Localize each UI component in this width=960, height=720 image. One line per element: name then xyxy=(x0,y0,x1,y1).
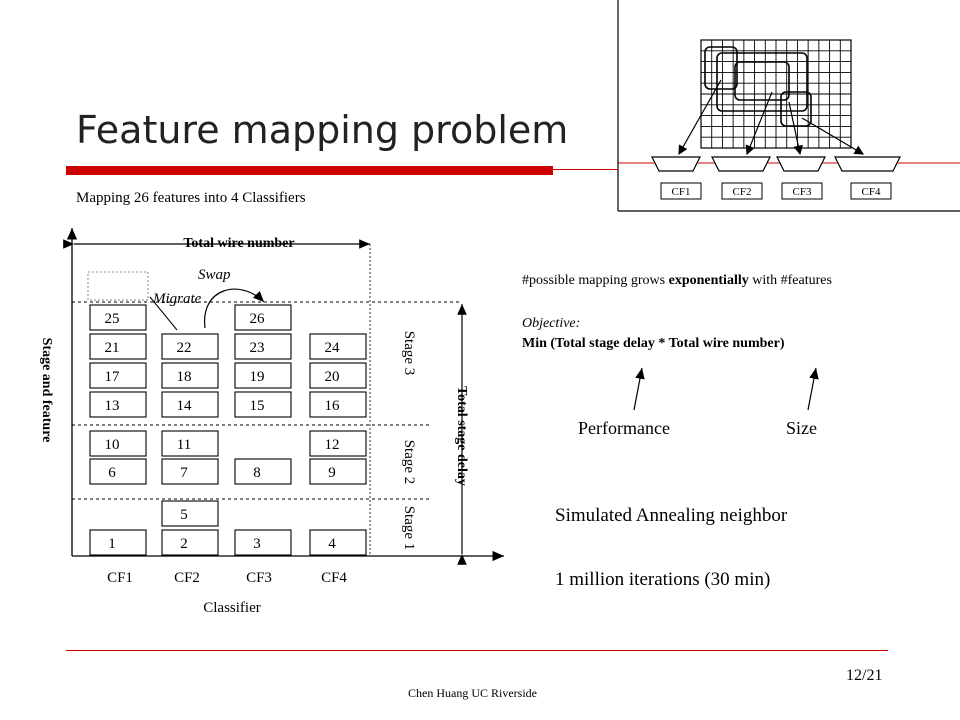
feature-box xyxy=(90,459,146,484)
feature-label: 3 xyxy=(253,536,261,552)
size-arrow xyxy=(808,368,816,410)
footer-rule xyxy=(66,650,888,651)
inset-label-cf4: CF4 xyxy=(861,186,881,198)
title-rule xyxy=(553,169,618,170)
possible-bold: exponentially xyxy=(668,273,749,288)
feature-label: 8 xyxy=(253,465,261,481)
y-axis-label: Stage and feature xyxy=(39,337,54,443)
mapping-diagram xyxy=(0,0,520,640)
feature-label: 13 xyxy=(104,398,120,414)
migrate-label: Migrate xyxy=(153,291,202,307)
x-axis-label: Classifier xyxy=(203,600,261,616)
size-label: Size xyxy=(786,418,817,438)
feature-label: 2 xyxy=(180,536,188,552)
iterations-text: 1 million iterations (30 min) xyxy=(555,569,771,590)
feature-label: 12 xyxy=(324,437,340,453)
feature-label: 22 xyxy=(176,340,192,356)
feature-label: 7 xyxy=(180,465,188,481)
objective-formula: Min (Total stage delay * Total wire number) xyxy=(522,336,785,351)
feature-label: 20 xyxy=(324,369,340,385)
feature-label: 6 xyxy=(108,465,116,481)
feature-label: 9 xyxy=(328,465,336,481)
classifier-label-cf1: CF1 xyxy=(107,570,133,586)
feature-box xyxy=(235,459,291,484)
sa-neighbor-text: Simulated Annealing neighbor xyxy=(555,505,788,526)
feature-label: 14 xyxy=(176,398,192,414)
classifier-label-cf3: CF3 xyxy=(246,570,272,586)
possible-mapping-text xyxy=(522,273,832,289)
inset-label-cf3: CF3 xyxy=(792,186,812,198)
feature-label: 17 xyxy=(104,369,120,385)
footer-credit: Chen Huang UC Riverside xyxy=(408,686,537,700)
feature-box xyxy=(235,530,291,555)
feature-box xyxy=(90,530,146,555)
stage-label-2: Stage 2 xyxy=(401,439,417,485)
feature-box xyxy=(310,530,366,555)
feature-label: 16 xyxy=(324,398,340,414)
total-wire-label: Total wire number xyxy=(183,236,295,251)
slide-subtitle: Mapping 26 features into 4 Classifiers xyxy=(76,190,306,206)
feature-label: 11 xyxy=(176,437,192,453)
feature-label: 5 xyxy=(180,507,188,523)
feature-label: 1 xyxy=(108,536,116,552)
inset-figure xyxy=(617,0,960,212)
classifier-label-cf4: CF4 xyxy=(321,570,347,586)
feature-label: 15 xyxy=(249,398,265,414)
inset-label-cf1: CF1 xyxy=(671,186,691,198)
objective-label: Objective: xyxy=(522,316,581,331)
feature-label: 21 xyxy=(104,340,120,356)
feature-box xyxy=(162,459,218,484)
feature-box xyxy=(310,459,366,484)
stage-label-3: Stage 3 xyxy=(401,330,417,376)
feature-label: 24 xyxy=(324,340,340,356)
mux-cf4 xyxy=(835,157,900,171)
swap-label: Swap xyxy=(198,267,231,283)
feature-box xyxy=(162,530,218,555)
possible-prefix: #possible mapping grows xyxy=(522,273,669,288)
feature-label: 4 xyxy=(328,536,336,552)
feature-label: 25 xyxy=(104,311,120,327)
inset-diagram xyxy=(617,0,960,212)
stage-label-1: Stage 1 xyxy=(401,505,417,551)
classifier-label-cf2: CF2 xyxy=(174,570,200,586)
performance-arrow xyxy=(634,368,642,410)
feature-label: 18 xyxy=(176,369,192,385)
feature-label: 10 xyxy=(104,437,120,453)
feature-box xyxy=(162,501,218,526)
slide-title: Feature mapping problem xyxy=(76,108,569,152)
feature-label: 23 xyxy=(249,340,265,356)
total-delay-label: Total stage delay xyxy=(454,386,469,486)
mux-cf2 xyxy=(712,157,770,171)
possible-suffix: with #features xyxy=(748,273,832,288)
feature-label: 26 xyxy=(249,311,265,327)
inset-label-cf2: CF2 xyxy=(732,186,752,198)
feature-label: 19 xyxy=(249,369,265,385)
performance-label: Performance xyxy=(578,418,670,438)
mux-cf3 xyxy=(777,157,825,171)
page-number: 12/21 xyxy=(846,667,883,684)
migrate-target-slot xyxy=(88,272,148,300)
mux-cf1 xyxy=(652,157,700,171)
